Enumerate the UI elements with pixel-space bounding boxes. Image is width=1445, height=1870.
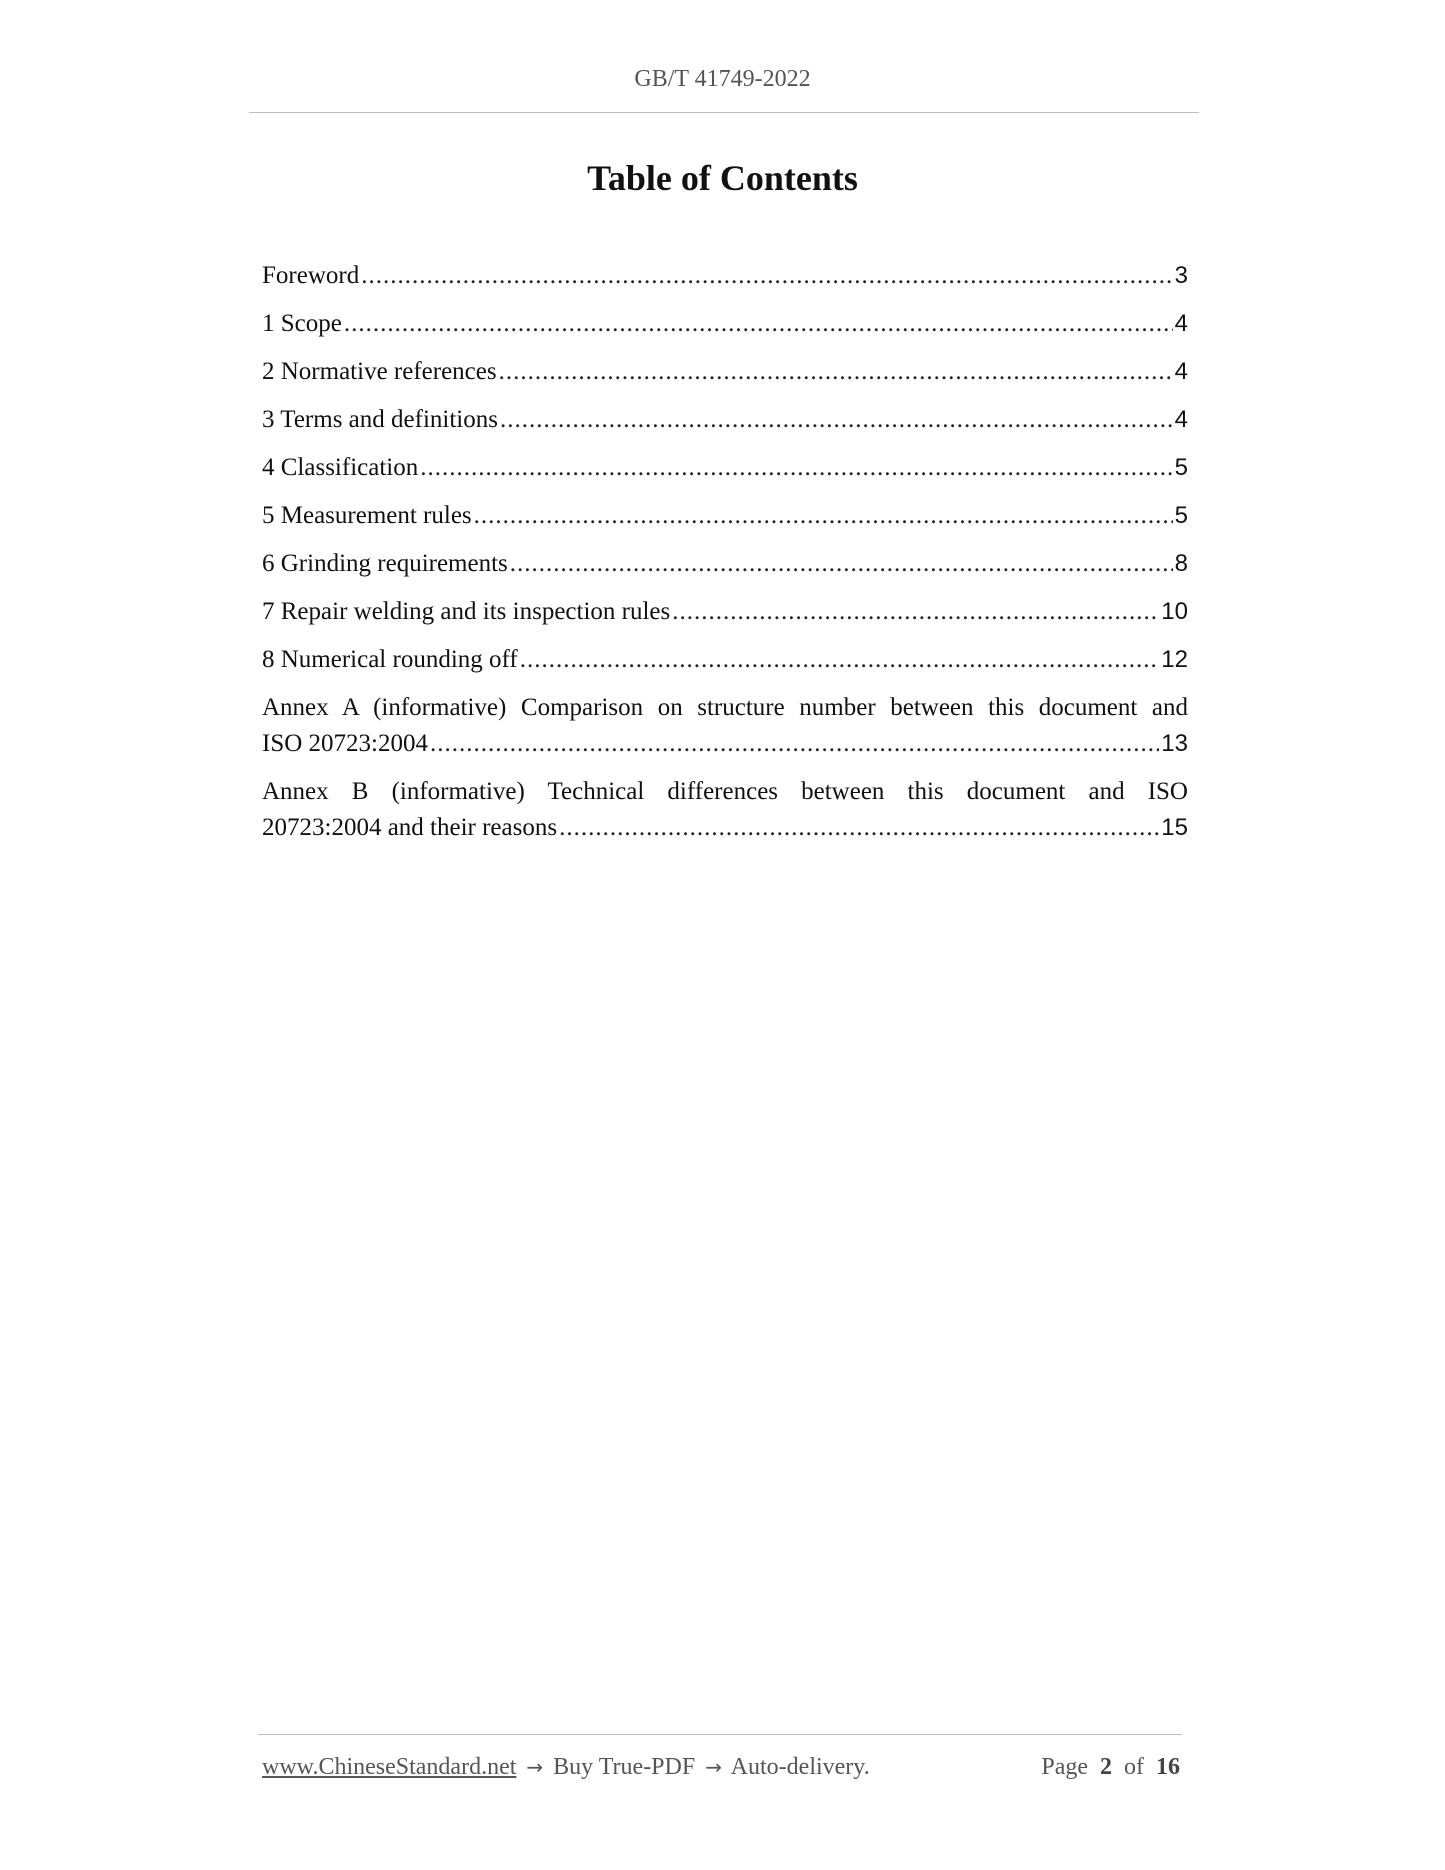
toc-entry-page: 15 — [1161, 814, 1188, 841]
toc-entry-page: 5 — [1174, 454, 1188, 481]
toc-entry-label: 3 Terms and definitions — [262, 406, 498, 433]
page-title: Table of Contents — [587, 158, 858, 198]
toc-entry-label-line1: Annex A (informative) Comparison on structure number between this document and — [262, 694, 1188, 721]
dot-leader — [499, 354, 1173, 390]
delivery-text: Auto-delivery. — [730, 1754, 870, 1780]
toc-entry-page: 8 — [1174, 550, 1188, 577]
footer-divider — [258, 1734, 1182, 1735]
site-link[interactable]: www.ChineseStandard.net — [262, 1754, 517, 1780]
dot-leader — [510, 546, 1173, 582]
page-footer — [262, 1752, 1180, 1782]
toc-entry-label: 2 Normative references — [262, 358, 497, 385]
toc-entry-label: Foreword — [262, 262, 360, 289]
toc-entry-label: 6 Grinding requirements — [262, 550, 508, 577]
dot-leader — [361, 258, 1172, 294]
toc-entry-label: 5 Measurement rules — [262, 502, 472, 529]
toc-entry-foreword[interactable] — [262, 258, 1188, 294]
total-pages-number: 16 — [1156, 1754, 1180, 1780]
dot-leader — [520, 642, 1160, 678]
dot-leader — [344, 306, 1173, 342]
page-word: Page — [1041, 1754, 1088, 1780]
toc-entry-page: 12 — [1161, 646, 1188, 673]
dot-leader — [672, 594, 1159, 630]
right-arrow-icon: → — [705, 1755, 722, 1779]
toc-entry-classification[interactable] — [262, 450, 1188, 486]
toc-entry-label: 1 Scope — [262, 310, 342, 337]
document-number-header: GB/T 41749-2022 — [634, 66, 811, 92]
dot-leader — [420, 450, 1172, 486]
page-indicator — [1041, 1752, 1180, 1782]
of-word: of — [1124, 1754, 1144, 1780]
toc-entry-page: 13 — [1161, 730, 1188, 757]
toc-entry-page: 3 — [1174, 262, 1188, 289]
toc-entry-page: 4 — [1174, 358, 1188, 385]
dot-leader — [474, 498, 1173, 534]
toc-entry-line2 — [262, 810, 1188, 846]
toc-entry-label-line2: ISO 20723:2004 — [262, 730, 428, 757]
toc-entry-line2 — [262, 726, 1188, 762]
toc-entry-annex-a[interactable] — [262, 690, 1188, 762]
header-divider — [249, 112, 1199, 113]
dot-leader — [559, 810, 1159, 846]
toc-entry-page: 4 — [1174, 406, 1188, 433]
toc-entry-grinding-requirements[interactable] — [262, 546, 1188, 582]
toc-entry-page: 10 — [1161, 598, 1188, 625]
toc-entry-repair-welding[interactable] — [262, 594, 1188, 630]
toc-entry-annex-b[interactable] — [262, 774, 1188, 846]
toc-entry-label-line2: 20723:2004 and their reasons — [262, 814, 558, 841]
dot-leader — [500, 402, 1173, 438]
table-of-contents — [262, 258, 1188, 858]
toc-entry-numerical-rounding[interactable] — [262, 642, 1188, 678]
toc-entry-page: 5 — [1174, 502, 1188, 529]
right-arrow-icon: → — [526, 1755, 544, 1779]
footer-left — [262, 1752, 870, 1782]
toc-entry-label: 8 Numerical rounding off — [262, 646, 518, 673]
toc-entry-page: 4 — [1174, 310, 1188, 337]
toc-entry-terms-definitions[interactable] — [262, 402, 1188, 438]
buy-text: Buy True-PDF — [553, 1754, 696, 1780]
toc-entry-label: 7 Repair welding and its inspection rules — [262, 598, 671, 625]
toc-entry-normative-references[interactable] — [262, 354, 1188, 390]
toc-entry-measurement-rules[interactable] — [262, 498, 1188, 534]
dot-leader — [430, 726, 1159, 762]
toc-entry-label-line1: Annex B (informative) Technical differences between this document and ISO — [262, 778, 1188, 805]
toc-entry-label: 4 Classification — [262, 454, 419, 481]
current-page-number: 2 — [1100, 1754, 1112, 1780]
toc-entry-scope[interactable] — [262, 306, 1188, 342]
